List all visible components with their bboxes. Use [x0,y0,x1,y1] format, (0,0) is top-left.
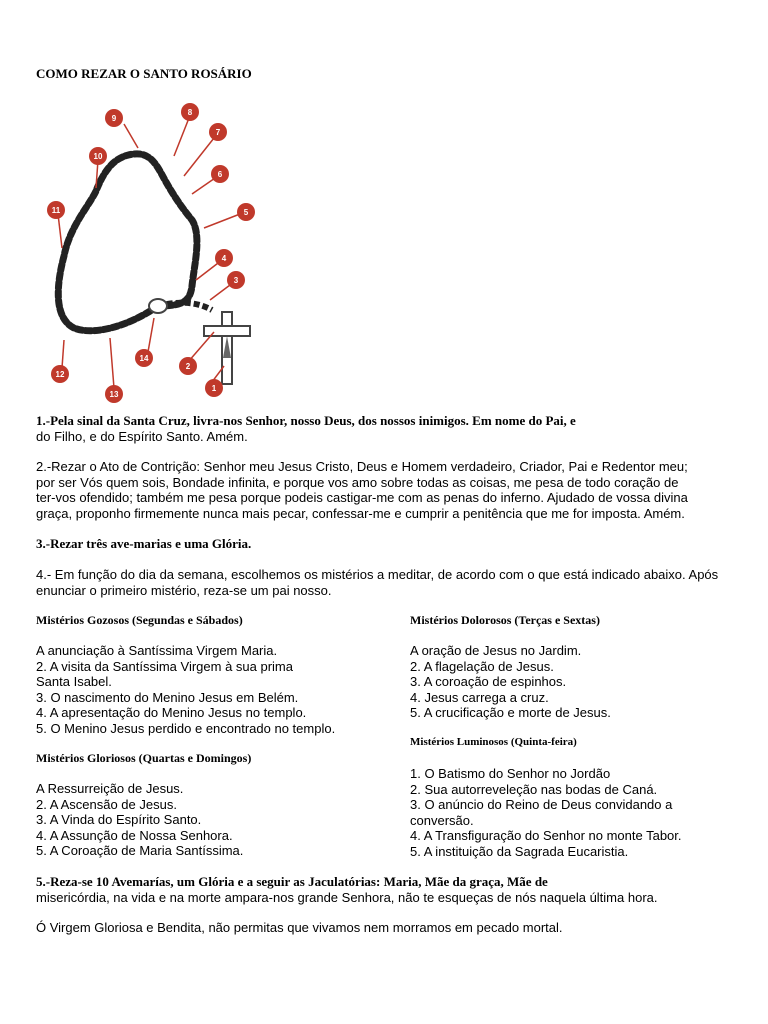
list-item: A oração de Jesus no Jardim. [410,643,582,658]
list-item: 4. Jesus carrega a cruz. [410,689,549,705]
step-1 [36,413,576,444]
callout-label: 5 [243,208,249,217]
callout-label: 6 [217,170,223,179]
mysteries-gozosos-heading: Mistérios Gozosos (Segundas e Sábados) [36,613,243,627]
callout-label: 3 [233,276,239,285]
mysteries-gloriosos-heading: Mistérios Gloriosos (Quartas e Domingos) [36,751,252,765]
callout-label: 11 [51,206,61,215]
step-1-line-2: do Filho, e do Espírito Santo. Amém. [36,428,248,444]
step-2-line: por ser Vós quem sois, Bondade infinita, e porque vos amo sobre todas as coisas, me pesa de todo coração de [36,474,679,490]
step-5-line-2: misericórdia, na vida e na morte ampara-nos grande Senhora, não te esqueças de nós naquela última hora. [36,889,658,905]
callout-label: 4 [221,254,227,263]
list-item: 1. O Batismo do Senhor no Jordão [410,766,611,781]
list-item: 2. A visita da Santíssima Virgem à sua prima [36,658,293,674]
step-3: 3.-Rezar três ave-marias e uma Glória. [36,536,252,551]
page-title: COMO REZAR O SANTO ROSÁRIO [36,66,252,81]
callout-label: 7 [215,128,221,137]
list-item: 2. Sua autorreveleção nas bodas de Caná. [410,781,658,797]
step-4-line-1: 4.- Em função do dia da semana, escolhemos os mistérios a meditar, de acordo com o que está indicado abaixo. Após [36,567,719,582]
step-2-line: 2.-Rezar o Ato de Contrição: Senhor meu Jesus Cristo, Deus e Homem verdadeiro, Criador, Pai e Redentor meu; [36,459,688,474]
step-5-line-1: 5.-Reza-se 10 Avemarías, um Glória e a seguir as Jaculatórias: Maria, Mãe da graça, Mãe de [36,874,548,889]
step-2 [36,459,688,521]
callout-label: 13 [109,390,119,399]
mysteries-luminosos-list [410,766,682,859]
callout-label: 9 [111,114,117,123]
mysteries-dolorosos-heading: Mistérios Dolorosos (Terças e Sextas) [410,613,600,627]
mysteries-luminosos-heading: Mistérios Luminosos (Quinta-feira) [410,736,577,748]
list-item: 3. A coroação de espinhos. [410,674,567,689]
callout-label: 12 [55,370,65,379]
list-item: 5. A instituição da Sagrada Eucaristia. [410,843,629,859]
list-item: 4. A Transfiguração do Senhor no monte Tabor. [410,828,682,843]
step-4 [36,567,718,598]
list-item: 2. A Ascensão de Jesus. [36,796,177,812]
list-item: 2. A flagelação de Jesus. [410,658,554,674]
callout-label: 2 [185,362,191,371]
step-4-line-2: enunciar o primeiro mistério, reza-se um pai nosso. [36,582,332,598]
list-item: 3. O nascimento do Menino Jesus em Belém. [36,689,299,705]
closing-prayer: Ó Virgem Gloriosa e Bendita, não permitas que vivamos nem morramos em pecado mortal. [36,920,563,935]
rosary-diagram [34,96,266,406]
step-2-line: ter-vos ofendido; também me pesa porque podeis castigar-me com as penas do inferno. Ajudado de vossa divina [36,490,688,505]
callout-label: 8 [187,108,193,117]
list-item: Santa Isabel. [36,674,112,689]
list-item: 3. O anúncio do Reino de Deus convidando a [410,797,673,812]
list-item: 4. A Assunção de Nossa Senhora. [36,827,233,843]
list-item: 5. A Coroação de Maria Santíssima. [36,843,244,858]
list-item: 5. O Menino Jesus perdido e encontrado no templo. [36,720,336,736]
list-item: A anunciação à Santíssima Virgem Maria. [36,643,278,658]
centerpiece [149,299,167,313]
list-item: 3. A Vinda do Espírito Santo. [36,812,202,827]
mysteries-gloriosos-list [36,781,243,859]
mysteries-gozosos-list [36,643,335,736]
list-item: 4. A apresentação do Menino Jesus no templo. [36,705,307,720]
crucifix-icon [204,312,250,384]
callout-label: 10 [93,152,103,161]
step-5 [36,874,658,905]
step-2-line: graça, proponho firmemente nunca mais pecar, confessar-me e cumprir a penitência que me for imposta. Amém. [36,505,685,521]
rosary-illustration [34,96,266,406]
list-item: 5. A crucificação e morte de Jesus. [410,705,611,720]
mysteries-dolorosos-list [410,643,611,721]
list-item: conversão. [410,812,474,828]
step-1-line-1: 1.-Pela sinal da Santa Cruz, livra-nos Senhor, nosso Deus, dos nossos inimigos. Em nome do Pai, e [36,413,576,428]
callout-label: 1 [211,384,217,393]
callout-label: 14 [139,354,149,363]
list-item: A Ressurreição de Jesus. [36,781,184,796]
